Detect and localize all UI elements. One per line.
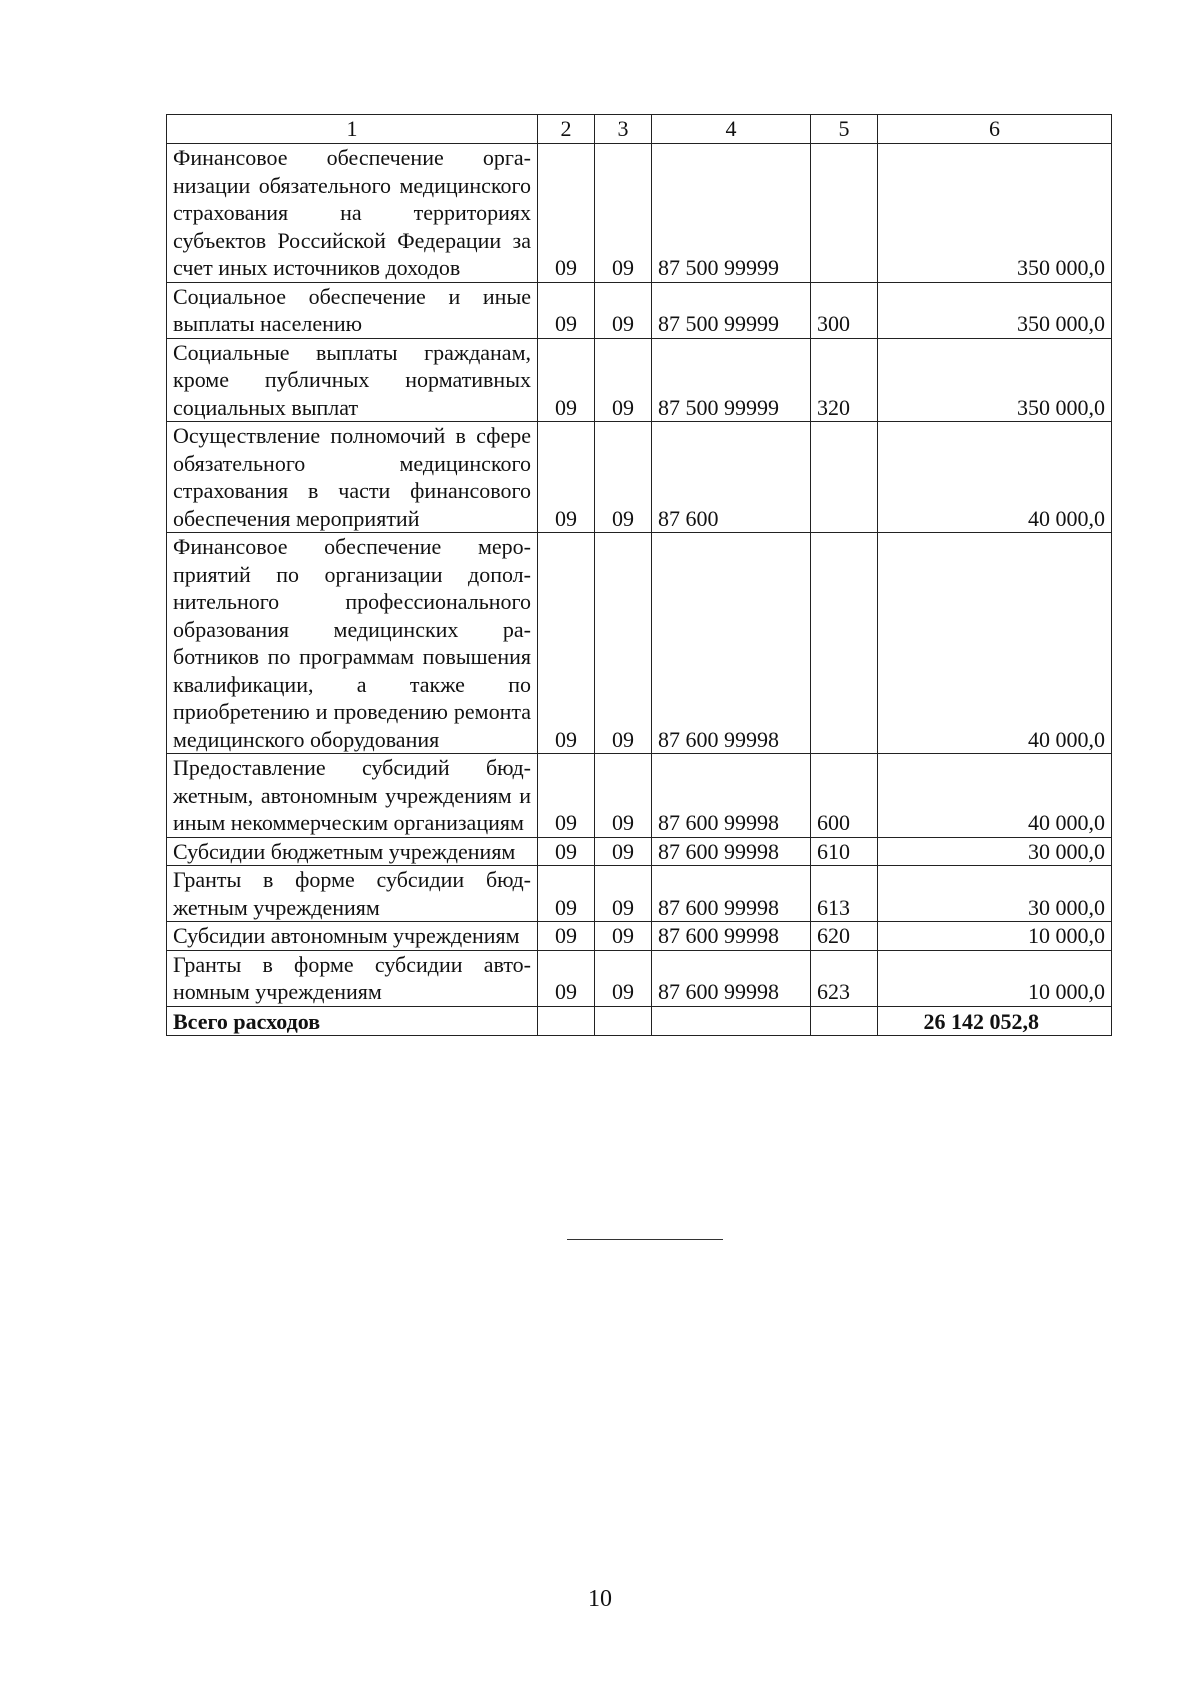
table-row [167,922,1112,951]
row-expense-type [811,422,878,533]
column-number-header-row [167,115,1112,144]
row-amount: 40 000,0 [878,754,1112,838]
row-name: Гранты в форме субсидии автономным учреждениям [167,950,538,1006]
row-subsection: 09 [595,282,652,338]
row-target-code: 87 600 99998 [652,866,811,922]
row-name: Социальное обеспечение и иные выплаты населению [167,282,538,338]
table-row [167,282,1112,338]
table-row [167,144,1112,283]
table-row [167,754,1112,838]
row-expense-type: 300 [811,282,878,338]
row-amount: 40 000,0 [878,533,1112,754]
budget-table [166,114,1112,1036]
row-amount: 350 000,0 [878,282,1112,338]
row-amount: 40 000,0 [878,422,1112,533]
row-amount: 10 000,0 [878,922,1112,951]
row-expense-type: 620 [811,922,878,951]
row-subsection: 09 [595,950,652,1006]
table-row [167,338,1112,422]
row-amount: 30 000,0 [878,866,1112,922]
row-amount: 350 000,0 [878,338,1112,422]
page-number: 10 [588,1586,612,1612]
row-target-code: 87 600 99998 [652,533,811,754]
row-expense-type: 623 [811,950,878,1006]
row-section: 09 [538,338,595,422]
row-subsection: 09 [595,837,652,866]
row-target-code: 87 500 99999 [652,144,811,283]
row-subsection: 09 [595,922,652,951]
total-empty-cell [652,1006,811,1035]
row-name: Осуществление полномочий в сфере обязательного медицинского страхования в части финансового обеспечения мероприятий [167,422,538,533]
row-subsection: 09 [595,754,652,838]
column-header-5: 5 [811,115,878,144]
row-subsection: 09 [595,422,652,533]
table-row [167,422,1112,533]
row-amount: 10 000,0 [878,950,1112,1006]
row-expense-type: 320 [811,338,878,422]
row-expense-type [811,533,878,754]
row-name: Финансовое обеспечение организации обязательного медицинского страхования на территориях субъектов Российской Федерации за счет иных источников доходов [167,144,538,283]
row-target-code: 87 600 99998 [652,837,811,866]
row-amount: 30 000,0 [878,837,1112,866]
row-expense-type: 610 [811,837,878,866]
row-target-code: 87 600 99998 [652,922,811,951]
row-subsection: 09 [595,533,652,754]
table-row [167,837,1112,866]
row-name: Социальные выплаты гражданам, кроме публичных нормативных социальных выплат [167,338,538,422]
total-value: 26 142 052,8 [878,1006,1112,1035]
row-subsection: 09 [595,144,652,283]
row-section: 09 [538,950,595,1006]
column-header-2: 2 [538,115,595,144]
row-name: Предоставление субсидий бюджетным, автономным учреждениям и иным некоммерческим организациям [167,754,538,838]
total-empty-cell [811,1006,878,1035]
row-name: Гранты в форме субсидии бюджетным учреждениям [167,866,538,922]
table-row [167,950,1112,1006]
row-section: 09 [538,922,595,951]
column-header-6: 6 [878,115,1112,144]
row-name: Субсидии бюджетным учреждениям [167,837,538,866]
row-target-code: 87 500 99999 [652,282,811,338]
total-row [167,1006,1112,1035]
row-section: 09 [538,144,595,283]
total-empty-cell [538,1006,595,1035]
row-expense-type: 600 [811,754,878,838]
row-amount: 350 000,0 [878,144,1112,283]
row-subsection: 09 [595,338,652,422]
column-header-1: 1 [167,115,538,144]
row-section: 09 [538,282,595,338]
row-expense-type [811,144,878,283]
row-section: 09 [538,866,595,922]
row-name: Субсидии автономным учреждениям [167,922,538,951]
row-section: 09 [538,754,595,838]
column-header-3: 3 [595,115,652,144]
row-target-code: 87 600 99998 [652,950,811,1006]
row-section: 09 [538,837,595,866]
table-row [167,866,1112,922]
row-name: Финансовое обеспечение мероприятий по организации дополнительного профессионального образования медицинских работников по программам повышения квалификации, а также по приобретению и проведению ремонта медицинского оборудования [167,533,538,754]
table-row [167,533,1112,754]
row-section: 09 [538,533,595,754]
row-expense-type: 613 [811,866,878,922]
total-empty-cell [595,1006,652,1035]
row-target-code: 87 600 [652,422,811,533]
column-header-4: 4 [652,115,811,144]
total-label: Всего расходов [167,1006,538,1035]
separator-line [567,1239,723,1240]
row-section: 09 [538,422,595,533]
row-subsection: 09 [595,866,652,922]
row-target-code: 87 600 99998 [652,754,811,838]
row-target-code: 87 500 99999 [652,338,811,422]
